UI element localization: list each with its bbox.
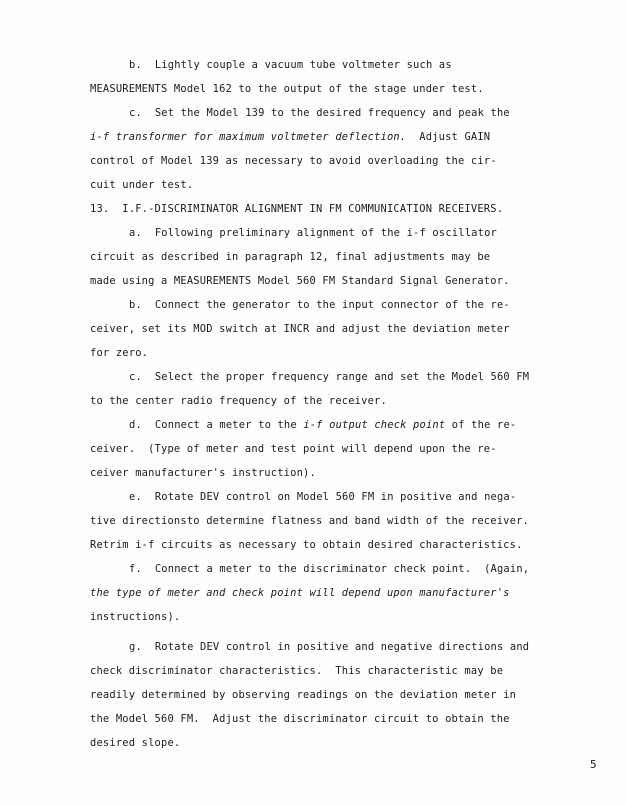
text-line: ceiver manufacturer's instruction).: [90, 467, 316, 479]
text-line: readily determined by observing readings on the deviation meter in: [90, 689, 517, 701]
page-number: 5: [590, 758, 597, 771]
text-line: for zero.: [90, 347, 149, 359]
text-line: the type of meter and check point will depend upon manufacturer's: [90, 587, 510, 599]
text-line: ceiver, set its MOD switch at INCR and adjust the deviation meter: [90, 323, 510, 335]
text-line: e. Rotate DEV control on Model 560 FM in positive and nega-: [129, 491, 517, 503]
text-line: b. Connect the generator to the input connector of the re-: [129, 299, 510, 311]
text-line: MEASUREMENTS Model 162 to the output of the stage under test.: [90, 83, 484, 95]
text-line: c. Select the proper frequency range and set the Model 560 FM: [129, 371, 530, 383]
text-line: check discriminator characteristics. This characteristic may be: [90, 665, 504, 677]
text-line: tive directionsto determine flatness and band width of the receiver.: [90, 515, 529, 527]
text-line: desired slope.: [90, 737, 181, 749]
text-line: Retrim i-f circuits as necessary to obtain desired characteristics.: [90, 539, 523, 551]
text-line: b. Lightly couple a vacuum tube voltmeter such as: [129, 59, 452, 71]
text-line: i-f transformer for maximum voltmeter deflection. Adjust GAIN: [90, 131, 491, 143]
text-line: g. Rotate DEV control in positive and negative directions and: [129, 641, 530, 653]
text-line: c. Set the Model 139 to the desired frequency and peak the: [129, 107, 510, 119]
text-line: control of Model 139 as necessary to avoid overloading the cir-: [90, 155, 497, 167]
text-line: d. Connect a meter to the i-f output check point of the re-: [129, 419, 517, 431]
text-line: the Model 560 FM. Adjust the discriminator circuit to obtain the: [90, 713, 510, 725]
text-line: made using a MEASUREMENTS Model 560 FM Standard Signal Generator.: [90, 275, 510, 287]
text-line: circuit as described in paragraph 12, final adjustments may be: [90, 251, 491, 263]
text-line: ceiver. (Type of meter and test point will depend upon the re-: [90, 443, 497, 455]
text-line: f. Connect a meter to the discriminator check point. (Again,: [129, 563, 530, 575]
text-line: a. Following preliminary alignment of the i-f oscillator: [129, 227, 497, 239]
text-line: to the center radio frequency of the receiver.: [90, 395, 387, 407]
section-heading: 13. I.F.-DISCRIMINATOR ALIGNMENT IN FM COMMUNICATION RECEIVERS.: [90, 203, 504, 215]
text-line: cuit under test.: [90, 179, 194, 191]
text-line: instructions).: [90, 611, 181, 623]
